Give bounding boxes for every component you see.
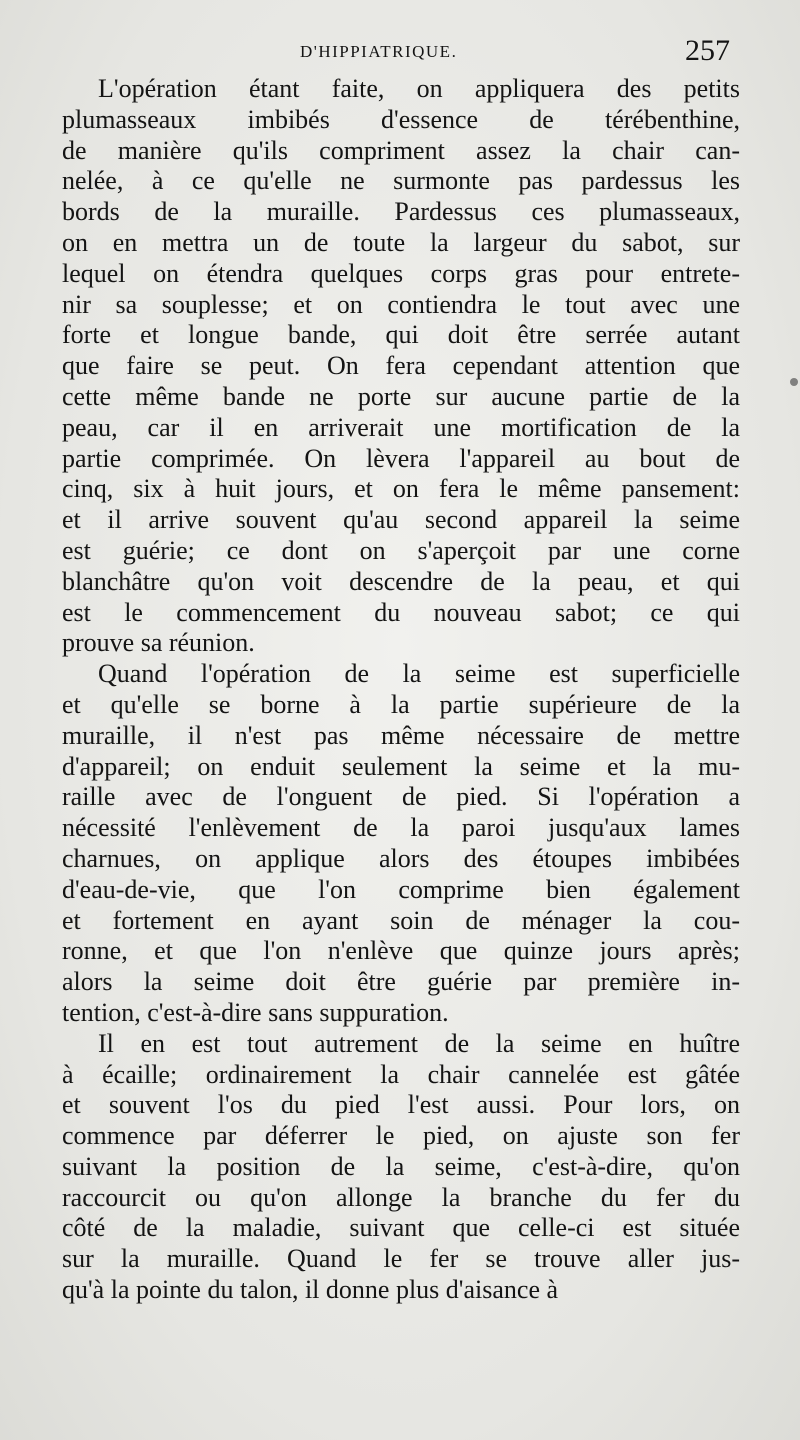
- text-line: forte et longue bande, qui doit être serrée autant: [62, 320, 740, 350]
- text-line: raille avec de l'onguent de pied. Si l'opération a: [62, 782, 740, 812]
- text-line: charnues, on applique alors des étoupes imbibées: [62, 843, 740, 873]
- text-line: d'eau-de-vie, que l'on comprime bien également: [62, 874, 740, 904]
- text-line: blanchâtre qu'on voit descendre de la peau, et qui: [62, 566, 740, 596]
- text-line: plumasseaux imbibés d'essence de térébenthine,: [62, 104, 740, 134]
- ink-stain: [790, 378, 798, 386]
- running-head: [0, 34, 800, 68]
- text-line: est le commencement du nouveau sabot; ce qui: [62, 597, 740, 627]
- text-line: bords de la muraille. Pardessus ces plumasseaux,: [62, 197, 740, 227]
- text-line: qu'à la pointe du talon, il donne plus d'aisance à: [62, 1275, 559, 1305]
- text-line: que faire se peut. On fera cependant attention que: [62, 351, 740, 381]
- text-line: commence par déferrer le pied, on ajuste son fer: [62, 1121, 740, 1151]
- text-line: raccourcit ou qu'on allonge la branche du fer du: [62, 1182, 740, 1212]
- text-line: lequel on étendra quelques corps gras pour entrete-: [62, 258, 740, 288]
- text-line: Il en est tout autrement de la seime en huître: [98, 1028, 740, 1058]
- text-line: nir sa souplesse; et on contiendra le tout avec une: [62, 289, 740, 319]
- text-line: de manière qu'ils compriment assez la chair can-: [62, 135, 740, 165]
- text-line: L'opération étant faite, on appliquera des petits: [98, 74, 740, 103]
- body-text: [62, 74, 740, 1306]
- text-line: Quand l'opération de la seime est superficielle: [98, 659, 740, 689]
- text-line: on en mettra un de toute la largeur du sabot, sur: [62, 227, 740, 257]
- text-line: et fortement en ayant soin de ménager la cou-: [62, 905, 740, 935]
- paragraph: [62, 74, 740, 659]
- text-line: et qu'elle se borne à la partie supérieure de la: [62, 689, 740, 719]
- text-line: tention, c'est-à-dire sans suppuration.: [62, 997, 449, 1027]
- text-line: nelée, à ce qu'elle ne surmonte pas pardessus les: [62, 166, 740, 196]
- text-line: peau, car il en arriverait une mortification de la: [62, 412, 740, 442]
- text-line: suivant la position de la seime, c'est-à-dire, qu'on: [62, 1151, 740, 1181]
- text-line: ronne, et que l'on n'enlève que quinze jours après;: [62, 936, 740, 966]
- text-line: alors la seime doit être guérie par première in-: [62, 967, 740, 997]
- text-line: nécessité l'enlèvement de la paroi jusqu'aux lames: [62, 813, 740, 843]
- paragraph: [62, 1029, 740, 1306]
- text-line: d'appareil; on enduit seulement la seime et la mu-: [62, 751, 740, 781]
- text-line: et souvent l'os du pied l'est aussi. Pour lors, on: [62, 1090, 740, 1120]
- paragraph: [62, 659, 740, 1029]
- text-line: muraille, il n'est pas même nécessaire de mettre: [62, 720, 740, 750]
- text-line: cinq, six à huit jours, et on fera le même pansement:: [62, 474, 740, 504]
- text-line: et il arrive souvent qu'au second appareil la seime: [62, 505, 740, 535]
- text-line: à écaille; ordinairement la chair cannelée est gâtée: [62, 1059, 740, 1089]
- text-line: cette même bande ne porte sur aucune partie de la: [62, 381, 740, 411]
- text-line: côté de la maladie, suivant que celle-ci est située: [62, 1213, 740, 1243]
- text-line: prouve sa réunion.: [62, 628, 255, 658]
- text-line: partie comprimée. On lèvera l'appareil au bout de: [62, 443, 740, 473]
- text-line: est guérie; ce dont on s'aperçoit par une corne: [62, 535, 740, 565]
- running-title: D'HIPPIATRIQUE.: [300, 42, 458, 61]
- text-line: sur la muraille. Quand le fer se trouve aller jus-: [62, 1244, 740, 1274]
- page-number: 257: [685, 34, 730, 67]
